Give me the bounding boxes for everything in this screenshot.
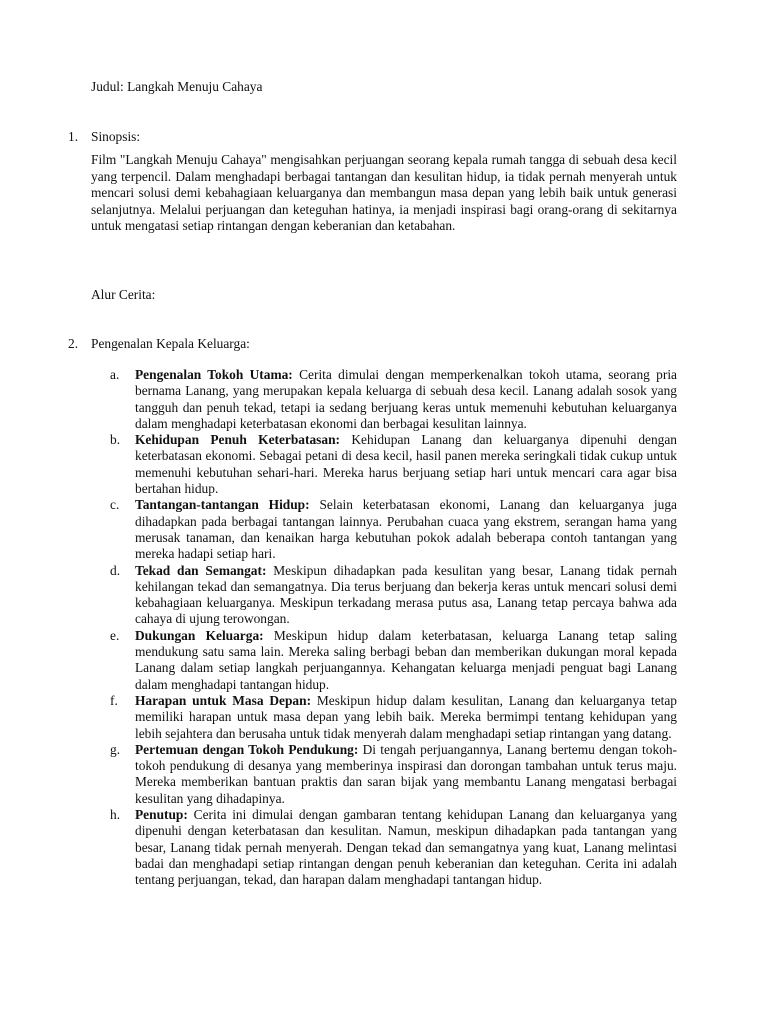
list-item-title: Pengenalan Tokoh Utama: — [135, 367, 293, 382]
list-item-body — [135, 497, 677, 562]
section-number: 1. — [68, 129, 79, 144]
list-item-title: Dukungan Keluarga: — [135, 627, 264, 643]
list-item-text: Kehidupan Lanang dan keluarganya dipenuhi dengan keterbatasan ekonomi. Sebagai petani di desa kecil, hasil panen mereka seringkali tidak cukup untuk memenuhi kebutuhan sehari-hari. Mereka harus berjuang setiap hari untuk mencari cara agar bisa bertahan hidup. — [135, 432, 677, 497]
list-item-title: Tantangan-tantangan Hidup: — [135, 497, 310, 513]
list-item-title: Penutup: — [135, 807, 188, 823]
list-item-body — [135, 367, 677, 432]
list-item-text: Di tengah perjuangannya, Lanang bertemu dengan tokoh-tokoh pendukung di desanya yang memberinya inspirasi dan dorongan tambahan untuk terus maju. Mereka memberikan bantuan praktis dan saran bijak yang membantu Lanang mengatasi berbagai kesulitan yang dihadapinya. — [135, 741, 677, 806]
list-item-body — [135, 563, 677, 628]
list-item-letter: f. — [110, 692, 118, 708]
list-item-text: Cerita dimulai dengan memperkenalkan tokoh utama, seorang pria bernama Lanang, yang merupakan kepala keluarga di sebuah desa kecil. Lanang adalah sosok yang tangguh dan penuh tekad, tetapi ia sedang berjuang keras untuk memenuhi kebutuhan keluarganya dalam menghadapi keterbatasan ekonomi dan berbagai kesulitan lainnya. — [135, 367, 678, 431]
list-item — [110, 367, 677, 432]
list-item-text: Meskipun hidup dalam keterbatasan, keluarga Lanang tetap saling mendukung satu sama lain. Mereka saling berbagi beban dan memberikan dukungan moral kepada Lanang dalam setiap langkah perjuangannya. Kehangatan keluarga menjadi penguat bagi Lanang dalam menghadapi tantangan hidup. — [135, 627, 677, 692]
list-item-body — [135, 807, 677, 888]
list-item-body — [135, 742, 677, 807]
section-2-heading — [68, 335, 250, 352]
story-points-list — [110, 367, 677, 889]
list-item-text: Meskipun dihadapkan pada kesulitan yang besar, Lanang tidak pernah kehilangan tekad dan semangatnya. Dia terus berjuang dan bekerja keras untuk mencari solusi demi kebahagiaan keluarganya. Meskipun terkadang merasa putus asa, Lanang tetap percaya bahwa ada cahaya di ujung terowongan. — [135, 562, 677, 627]
list-item-text: Meskipun hidup dalam kesulitan, Lanang dan keluarganya tetap memiliki harapan untuk masa depan yang lebih baik. Mereka bermimpi tentang kehidupan yang lebih sejahtera dan berusaha untuk tidak menyerah dalam menghadapi setiap rintangan yang datang. — [135, 692, 677, 741]
list-item-body — [135, 693, 677, 742]
section-number: 2. — [68, 336, 79, 351]
list-item-letter: d. — [110, 562, 121, 578]
list-item-title: Harapan untuk Masa Depan: — [135, 692, 312, 708]
list-item-letter: g. — [110, 741, 121, 757]
list-item-body — [135, 432, 677, 497]
section-heading-text: Pengenalan Kepala Keluarga: — [91, 336, 250, 351]
list-item-title: Pertemuan dengan Tokoh Pendukung: — [135, 741, 359, 757]
list-item-letter: a. — [110, 367, 120, 382]
document-title: Judul: Langkah Menuju Cahaya — [91, 79, 263, 94]
list-item — [110, 563, 677, 628]
section-1-heading — [68, 128, 140, 145]
list-item — [110, 807, 677, 888]
list-item — [110, 693, 677, 742]
list-item — [110, 628, 677, 693]
list-item — [110, 497, 677, 562]
synopsis-paragraph: Film "Langkah Menuju Cahaya" mengisahkan perjuangan seorang kepala rumah tangga di sebuah desa kecil yang terpencil. Dalam menghadapi berbagai tantangan dan kesulitan hidup, ia tidak pernah menyerah untuk mencari solusi demi kebahagiaan keluarganya dan membangun masa depan yang lebih baik untuk generasi selanjutnya. Melalui perjuangan dan keteguhan hatinya, ia menjadi inspirasi bagi orang-orang di sekitarnya untuk mengatasi setiap rintangan dengan keberanian dan ketabahan. — [91, 152, 677, 233]
list-item — [110, 742, 677, 807]
list-item-body — [135, 628, 677, 693]
section-heading-text: Sinopsis: — [91, 129, 141, 144]
list-item-text: Cerita ini dimulai dengan gambaran tentang kehidupan Lanang dan keluarganya yang dipenuhi dengan keterbatasan dan kesulitan. Namun, meskipun dihadapkan pada tantangan yang besar, Lanang tidak pernah menyerah. Dengan tekad dan semangatnya yang kuat, Lanang melintasi badai dan menghadapi setiap rintangan dengan penuh keberanian dan keteguhan. Cerita ini adalah tentang perjuangan, tekad, dan harapan dalam menghadapi tantangan hidup. — [135, 807, 677, 888]
list-item-letter: b. — [110, 432, 121, 448]
list-item-letter: c. — [110, 497, 120, 513]
list-item-letter: e. — [110, 627, 120, 643]
list-item-title: Kehidupan Penuh Keterbatasan: — [135, 432, 340, 448]
list-item — [110, 432, 677, 497]
list-item-title: Tekad dan Semangat: — [135, 562, 267, 578]
list-item-text: Selain keterbatasan ekonomi, Lanang dan keluarganya juga dihadapkan pada berbagai tantangan lainnya. Perubahan cuaca yang ekstrem, serangan hama yang merusak tanaman, dan kenaikan harga kebutuhan pokok adalah beberapa contoh tantangan yang mereka hadapi setiap hari. — [135, 497, 677, 562]
alur-cerita-label: Alur Cerita: — [91, 287, 156, 302]
list-item-letter: h. — [110, 807, 121, 823]
